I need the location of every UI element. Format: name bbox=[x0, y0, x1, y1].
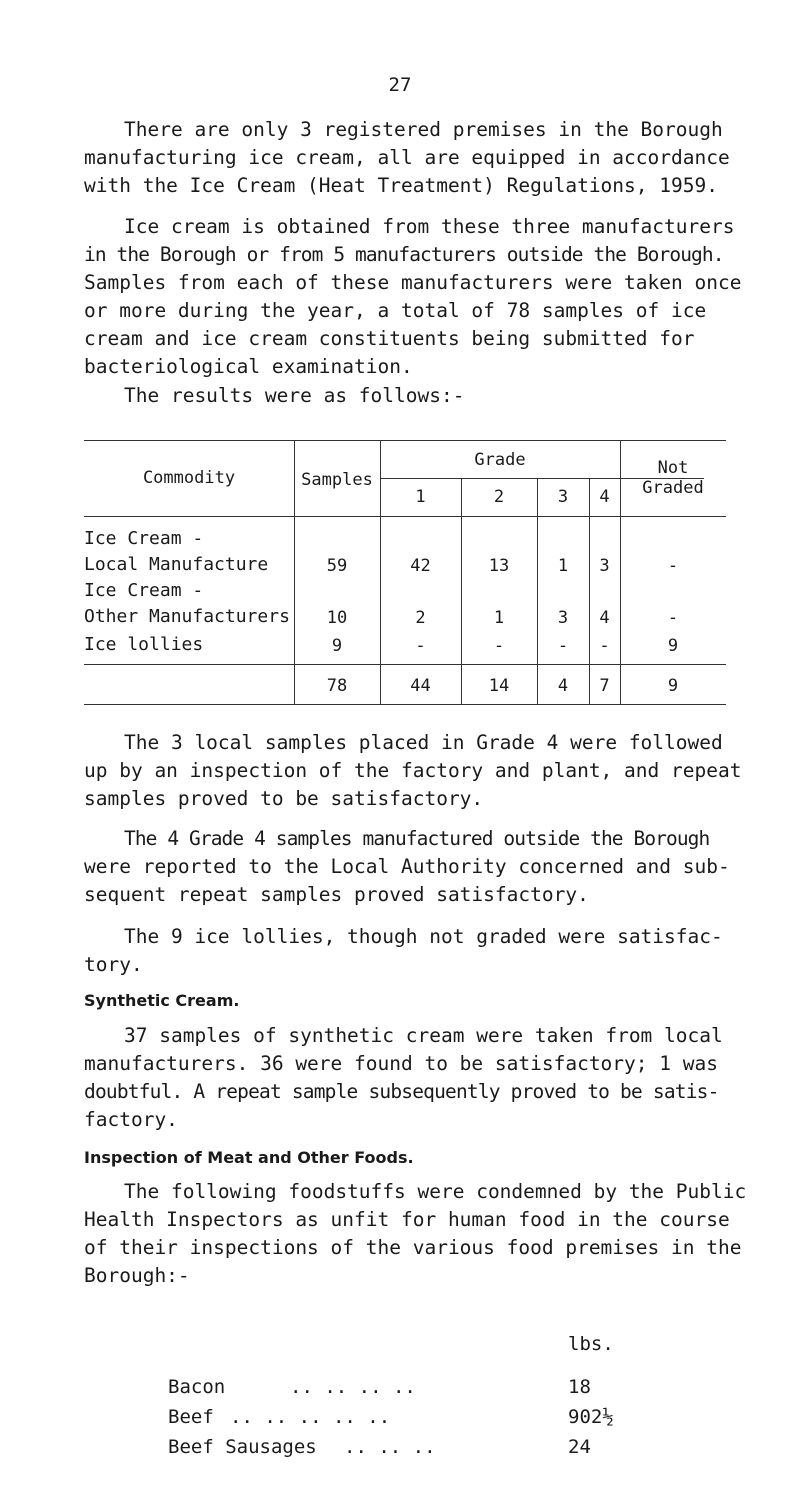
text-line: were reported to the Local Authority concerned and sub- bbox=[84, 855, 730, 878]
text-line: 37 samples of synthetic cream were taken from local bbox=[124, 1024, 723, 1047]
table-top-rule bbox=[84, 440, 726, 441]
text-line: of their inspections of the various food premises in the bbox=[84, 1236, 742, 1259]
results-table bbox=[84, 440, 726, 706]
paragraph-results-intro bbox=[84, 382, 724, 410]
row-label: Ice Cream - bbox=[84, 580, 204, 601]
leader-dots: .. .. .. .. bbox=[290, 1376, 416, 1398]
text-line: with the Ice Cream (Heat Treatment) Regulations, 1959. bbox=[84, 174, 718, 197]
header-grade-4: 4 bbox=[599, 487, 610, 507]
text-line: The results were as follows:- bbox=[124, 384, 465, 407]
text-line: Health Inspectors as unfit for human food in the course bbox=[84, 1208, 730, 1231]
cell-grade-4: - bbox=[599, 636, 610, 656]
cell-not-graded: - bbox=[667, 608, 679, 628]
text-line: bacteriological examination. bbox=[84, 355, 413, 378]
total-grade-2: 14 bbox=[488, 676, 510, 696]
row-label: Ice Cream - bbox=[84, 528, 204, 549]
text-line: cream and ice cream constituents being submitted for bbox=[84, 327, 695, 350]
cell-samples: 59 bbox=[326, 556, 348, 576]
cell-not-graded: 9 bbox=[667, 636, 679, 656]
header-samples: Samples bbox=[301, 470, 373, 490]
column-divider bbox=[537, 478, 538, 704]
header-grade-2: 2 bbox=[493, 487, 505, 507]
text-line: Samples from each of these manufacturers were taken once bbox=[84, 271, 742, 294]
text-line: manufacturers. 36 were found to be satisfactory; 1 was bbox=[84, 1052, 718, 1075]
cell-grade-2: - bbox=[493, 636, 505, 656]
text-line: The 3 local samples placed in Grade 4 were followed bbox=[124, 731, 723, 754]
text-line: up by an inspection of the factory and plant, and repeat bbox=[84, 759, 742, 782]
cell-samples: 9 bbox=[331, 636, 343, 656]
paragraph-registered-premises bbox=[84, 116, 730, 200]
cell-grade-1: 2 bbox=[415, 608, 426, 628]
paragraph-condemned-foodstuffs bbox=[84, 1178, 747, 1290]
cell-grade-4: 3 bbox=[599, 556, 610, 576]
text-line: The 9 ice lollies, though not graded were satisfac- bbox=[124, 925, 723, 948]
paragraph-local-grade4 bbox=[84, 729, 742, 813]
text-line: Borough:- bbox=[84, 1264, 190, 1287]
paragraph-outside-grade4 bbox=[84, 825, 730, 909]
text-line: or more during the year, a total of 78 samples of ice bbox=[84, 299, 707, 322]
text-line: The 4 Grade 4 samples manufactured outside the Borough bbox=[124, 827, 710, 850]
total-grade-1: 44 bbox=[410, 676, 431, 696]
paragraph-synthetic-cream bbox=[84, 1022, 724, 1134]
cell-grade-1: - bbox=[415, 636, 426, 656]
food-quantity: 902½ bbox=[568, 1406, 614, 1428]
totals-top-rule bbox=[84, 664, 726, 665]
header-commodity: Commodity bbox=[142, 468, 236, 488]
cell-grade-2: 13 bbox=[488, 556, 510, 576]
header-not-graded-1: Not bbox=[657, 458, 689, 478]
text-line: tory. bbox=[84, 953, 143, 976]
food-quantity: 18 bbox=[568, 1376, 591, 1398]
cell-grade-1: 42 bbox=[410, 556, 431, 576]
food-quantity: 24 bbox=[568, 1436, 591, 1458]
page-number: 27 bbox=[388, 74, 412, 96]
text-line: manufacturing ice cream, all are equipped in accordance bbox=[84, 146, 730, 169]
header-grade-3: 3 bbox=[557, 487, 569, 507]
cell-grade-2: 1 bbox=[493, 608, 505, 628]
text-line: The following foodstuffs were condemned by the Public bbox=[124, 1180, 747, 1203]
header-bottom-rule bbox=[84, 516, 726, 517]
text-line: factory. bbox=[84, 1108, 178, 1131]
total-not-graded: 9 bbox=[667, 676, 679, 696]
heading-inspection-meat: Inspection of Meat and Other Foods. bbox=[84, 1148, 414, 1167]
cell-grade-4: 4 bbox=[599, 608, 610, 628]
column-divider bbox=[589, 478, 590, 704]
column-divider bbox=[461, 478, 462, 704]
paragraph-ice-lollies bbox=[84, 923, 724, 979]
text-line: There are only 3 registered premises in the Borough bbox=[124, 118, 723, 141]
paragraph-manufacturers bbox=[84, 213, 742, 381]
table-bottom-rule bbox=[84, 704, 726, 705]
row-label: Ice lollies bbox=[84, 634, 204, 655]
cell-not-graded: - bbox=[667, 556, 679, 576]
leader-dots: .. .. .. .. .. bbox=[230, 1406, 391, 1428]
food-name: Beef bbox=[168, 1406, 214, 1428]
cell-grade-3: 1 bbox=[557, 556, 569, 576]
header-grade-1: 1 bbox=[415, 487, 426, 507]
heading-synthetic-cream: Synthetic Cream. bbox=[84, 991, 240, 1010]
text-line: sequent repeat samples proved satisfactory. bbox=[84, 883, 589, 906]
header-not-graded-2: Graded bbox=[642, 478, 704, 498]
text-line: doubtful. A repeat sample subsequently proved to be satis- bbox=[84, 1080, 719, 1103]
text-line: in the Borough or from 5 manufacturers outside the Borough. bbox=[84, 243, 724, 266]
cell-grade-3: - bbox=[557, 636, 569, 656]
row-label: Local Manufacture bbox=[84, 554, 269, 575]
text-line: Ice cream is obtained from these three manufacturers bbox=[124, 215, 735, 238]
food-name: Beef Sausages bbox=[168, 1436, 317, 1458]
total-samples: 78 bbox=[326, 676, 348, 696]
total-grade-3: 4 bbox=[557, 676, 569, 696]
cell-samples: 10 bbox=[326, 608, 348, 628]
header-grade: Grade bbox=[474, 450, 526, 470]
food-name: Bacon bbox=[168, 1376, 226, 1398]
foods-unit-label: lbs. bbox=[568, 1333, 614, 1355]
text-line: samples proved to be satisfactory. bbox=[84, 787, 484, 810]
leader-dots: .. .. .. bbox=[344, 1436, 436, 1458]
total-grade-4: 7 bbox=[599, 676, 610, 696]
row-label: Other Manufacturers bbox=[84, 606, 290, 627]
cell-grade-3: 3 bbox=[557, 608, 569, 628]
